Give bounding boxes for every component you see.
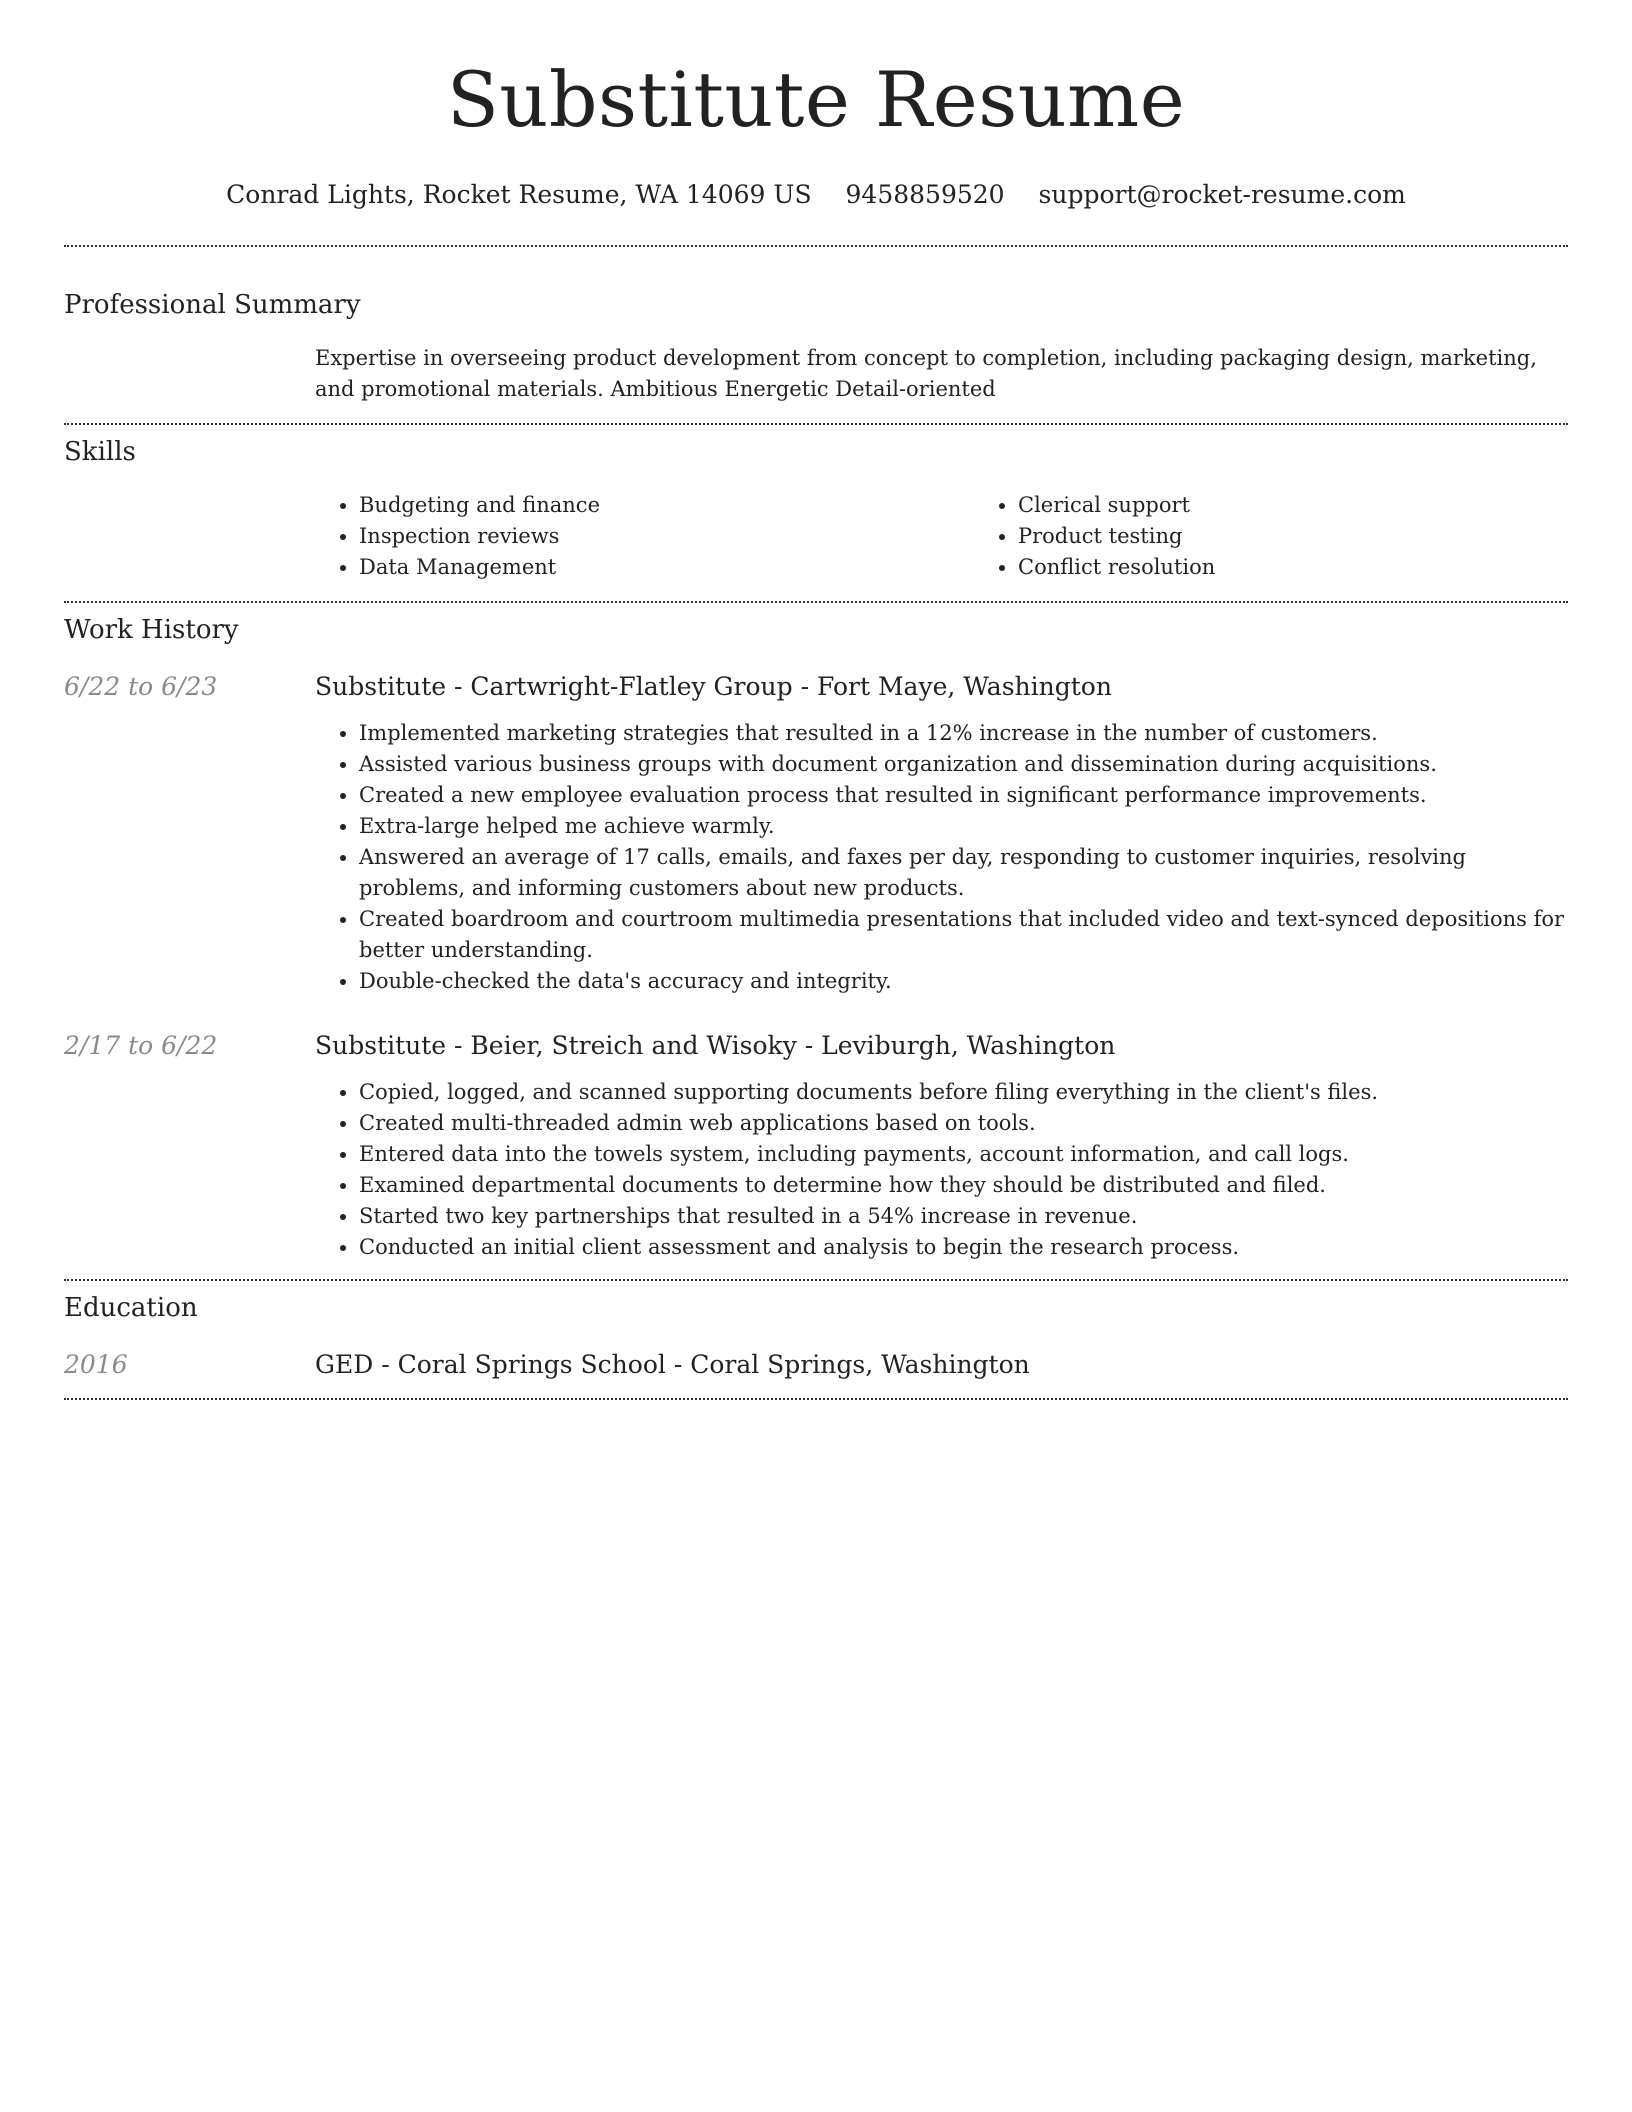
section-title-work: Work History xyxy=(64,615,239,645)
summary-text: Expertise in overseeing product development from concept to completion, including packaging design, marketing, and promotional materials. Ambitious Energetic Detail-oriented xyxy=(315,346,1537,401)
job-bullet: • Assisted various business groups with document organization and dissemination during acquisitions. xyxy=(359,749,1568,780)
resume-name: Substitute Resume xyxy=(446,55,1186,144)
contact-email: support@rocket-resume.com xyxy=(1038,180,1406,209)
section-title-skills: Skills xyxy=(64,437,136,467)
divider xyxy=(64,245,1568,247)
section-title-education: Education xyxy=(64,1293,198,1323)
job-bullet: • Implemented marketing strategies that resulted in a 12% increase in the number of customers. xyxy=(359,718,1568,749)
skills-list-right xyxy=(974,490,1632,583)
summary-section xyxy=(64,288,1568,405)
skill-item: • Clerical support xyxy=(1018,490,1632,521)
education-year: 2016 xyxy=(64,1350,128,1379)
job-bullet: • Examined departmental documents to determine how they should be distributed and filed. xyxy=(359,1170,1568,1201)
contact-line xyxy=(64,178,1568,212)
job-entry xyxy=(64,1029,1568,1263)
job-heading: Substitute - Cartwright-Flatley Group - Fort Maye, Washington xyxy=(315,672,1112,701)
job-entry xyxy=(64,670,1568,997)
job-dates: 2/17 to 6/22 xyxy=(64,1031,218,1060)
job-bullet: • Created a new employee evaluation process that resulted in significant performance improvements. xyxy=(359,780,1568,811)
divider xyxy=(64,601,1568,603)
job-heading: Substitute - Beier, Streich and Wisoky - Leviburgh, Washington xyxy=(315,1031,1116,1060)
skill-item: • Inspection reviews xyxy=(359,521,974,552)
job-bullet: • Answered an average of 17 calls, emails, and faxes per day, responding to customer inquiries, resolving problems, and informing customers about new products. xyxy=(359,842,1568,904)
contact-phone: 9458859520 xyxy=(845,180,1005,209)
job-bullet: • Created multi-threaded admin web applications based on tools. xyxy=(359,1108,1568,1139)
education-section xyxy=(64,1291,1568,1382)
job-dates: 6/22 to 6/23 xyxy=(64,672,218,701)
job-bullets xyxy=(315,718,1568,997)
skills-row xyxy=(64,490,1568,583)
job-bullet: • Started two key partnerships that resulted in a 54% increase in revenue. xyxy=(359,1201,1568,1232)
education-entry xyxy=(64,1348,1568,1382)
divider xyxy=(64,423,1568,425)
skill-item: • Product testing xyxy=(1018,521,1632,552)
education-heading: GED - Coral Springs School - Coral Springs, Washington xyxy=(315,1350,1030,1379)
job-bullet: • Entered data into the towels system, including payments, account information, and call logs. xyxy=(359,1139,1568,1170)
skills-grid xyxy=(315,490,1632,583)
skills-section xyxy=(64,435,1568,583)
contact-address: Conrad Lights, Rocket Resume, WA 14069 US xyxy=(226,180,812,209)
job-bullet: • Conducted an initial client assessment and analysis to begin the research process. xyxy=(359,1232,1568,1263)
skill-item: • Budgeting and finance xyxy=(359,490,974,521)
work-section xyxy=(64,613,1568,1263)
job-bullet: • Extra-large helped me achieve warmly. xyxy=(359,811,1568,842)
skills-list-left xyxy=(315,490,974,583)
divider xyxy=(64,1398,1568,1400)
skill-item: • Conflict resolution xyxy=(1018,552,1632,583)
section-title-summary: Professional Summary xyxy=(64,290,361,320)
job-bullet: • Copied, logged, and scanned supporting documents before filing everything in the client's files. xyxy=(359,1077,1568,1108)
job-bullet: • Created boardroom and courtroom multimedia presentations that included video and text-synced depositions for better understanding. xyxy=(359,904,1568,966)
job-bullets xyxy=(315,1077,1568,1263)
summary-row xyxy=(64,343,1568,405)
job-bullet: • Double-checked the data's accuracy and integrity. xyxy=(359,966,1568,997)
divider xyxy=(64,1279,1568,1281)
skill-item: • Data Management xyxy=(359,552,974,583)
